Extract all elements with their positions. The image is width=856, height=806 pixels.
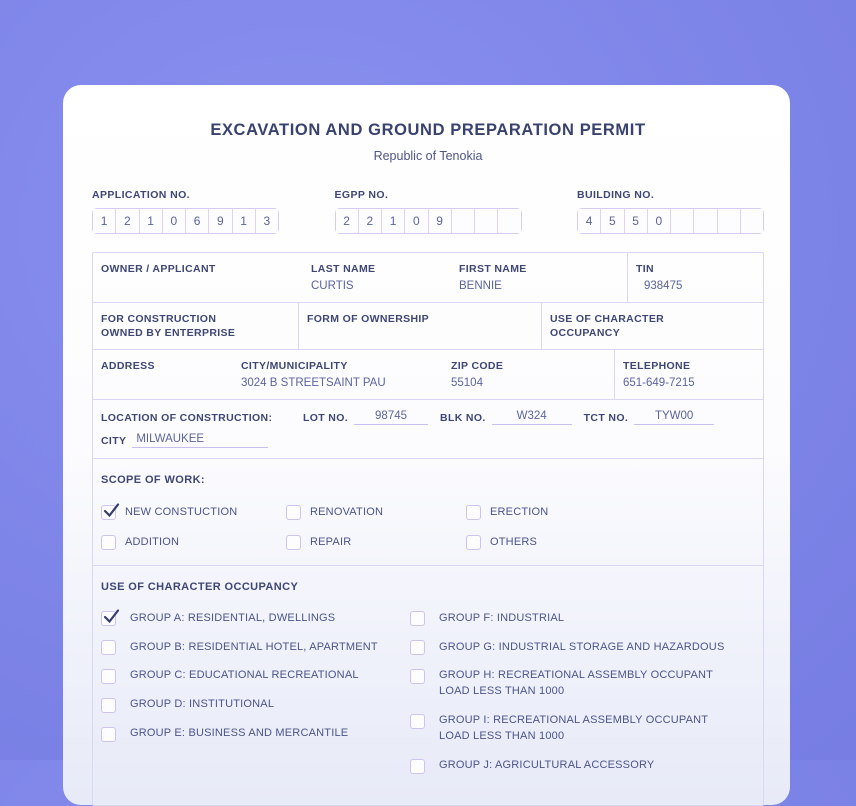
lot-no-field[interactable]: 98745 xyxy=(354,410,428,425)
tct-no-label: TCT NO. xyxy=(583,411,629,424)
digit-cell[interactable]: 4 xyxy=(578,209,600,233)
tct-no-pair xyxy=(584,411,714,427)
address-row xyxy=(93,349,763,399)
checkbox-icon[interactable] xyxy=(466,505,481,520)
digit-cell[interactable]: 2 xyxy=(358,209,381,233)
checkbox-option-addition[interactable] xyxy=(101,535,286,551)
digit-cell[interactable]: 0 xyxy=(162,209,185,233)
occupancy-left-column xyxy=(101,611,410,775)
building-no-cells xyxy=(577,208,764,234)
digit-cell[interactable]: 2 xyxy=(336,209,358,233)
zip-code-block xyxy=(451,359,604,391)
checkbox-icon[interactable] xyxy=(101,505,116,520)
use-of-character-label: USE OF CHARACTER OCCUPANCY xyxy=(550,313,665,340)
checkbox-option-renovation[interactable] xyxy=(286,505,466,521)
number-fields-row xyxy=(92,189,764,234)
checkbox-option-erection[interactable] xyxy=(466,505,753,521)
last-name-block xyxy=(311,262,459,294)
checkbox-icon[interactable] xyxy=(410,669,425,684)
tct-no-field[interactable]: TYW00 xyxy=(634,410,714,425)
checkbox-icon[interactable] xyxy=(286,505,301,520)
checkbox-icon[interactable] xyxy=(101,535,116,550)
checkbox-option-group-h[interactable] xyxy=(410,668,753,700)
checkbox-option-group-i[interactable] xyxy=(410,713,753,745)
building-no-label: BUILDING NO. xyxy=(577,189,655,201)
occupancy-section xyxy=(93,565,763,805)
blk-no-label: BLK NO. xyxy=(440,411,486,424)
checkbox-label: ADDITION xyxy=(125,535,180,548)
owner-label: OWNER / APPLICANT xyxy=(101,263,216,275)
digit-cell[interactable]: 1 xyxy=(381,209,404,233)
checkbox-option-group-e[interactable] xyxy=(101,726,410,742)
digit-cell[interactable]: 5 xyxy=(624,209,647,233)
first-name-field[interactable]: BENNIE xyxy=(459,280,502,293)
digit-cell[interactable] xyxy=(451,209,474,233)
last-name-label: LAST NAME xyxy=(311,263,376,275)
digit-cell[interactable]: 6 xyxy=(185,209,208,233)
application-no-group xyxy=(92,189,279,234)
location-line-1 xyxy=(101,411,753,427)
construction-owned-label: FOR CONSTRUCTION OWNED BY ENTERPRISE xyxy=(101,313,236,340)
checkbox-label: GROUP G: INDUSTRIAL STORAGE AND HAZARDOUS xyxy=(439,640,725,653)
location-row xyxy=(93,399,763,458)
address-label: ADDRESS xyxy=(101,359,155,372)
checkbox-label: GROUP B: RESIDENTIAL HOTEL, APARTMENT xyxy=(130,640,378,653)
form-of-ownership-cell[interactable] xyxy=(298,303,541,348)
address-main-cell xyxy=(93,350,614,399)
checkbox-icon[interactable] xyxy=(101,698,116,713)
checkbox-icon[interactable] xyxy=(410,611,425,626)
building-no-group xyxy=(577,189,764,234)
page-subtitle: Republic of Tenokia xyxy=(373,149,483,163)
occupancy-columns xyxy=(101,611,753,775)
checkbox-icon[interactable] xyxy=(410,759,425,774)
checkbox-label: GROUP F: INDUSTRIAL xyxy=(439,611,565,624)
occupancy-right-column xyxy=(410,611,753,775)
checkbox-option-group-d[interactable] xyxy=(101,697,410,713)
checkbox-icon[interactable] xyxy=(101,669,116,684)
checkbox-label: GROUP D: INSTITUTIONAL xyxy=(130,698,275,711)
digit-cell[interactable]: 5 xyxy=(600,209,623,233)
last-name-field[interactable]: CURTIS xyxy=(311,280,354,293)
tin-field[interactable]: 938475 xyxy=(644,280,683,293)
check-icon xyxy=(103,607,120,626)
city-municipality-block xyxy=(241,359,451,391)
checkbox-icon[interactable] xyxy=(410,640,425,655)
form-table xyxy=(92,252,764,806)
digit-cell[interactable] xyxy=(740,209,763,233)
digit-cell[interactable] xyxy=(693,209,716,233)
city-pair xyxy=(101,434,268,450)
application-no-label: APPLICATION NO. xyxy=(92,189,190,201)
digit-cell[interactable] xyxy=(474,209,497,233)
application-no-cells xyxy=(92,208,279,234)
checkbox-option-group-a[interactable] xyxy=(101,611,410,627)
checkbox-option-group-j[interactable] xyxy=(410,758,753,774)
digit-cell[interactable]: 2 xyxy=(115,209,138,233)
checkbox-label: REPAIR xyxy=(310,535,352,548)
scope-of-work-title: SCOPE OF WORK: xyxy=(101,473,205,486)
city-municipality-label: CITY/MUNICIPALITY xyxy=(241,359,348,372)
location-line-2 xyxy=(101,434,753,450)
digit-cell[interactable]: 9 xyxy=(428,209,451,233)
checkbox-label: OTHERS xyxy=(490,535,538,548)
checkbox-label: GROUP I: RECREATIONAL ASSEMBLY OCCUPANT LOAD LESS THAN 1000 xyxy=(439,714,709,743)
occupancy-title: USE OF CHARACTER OCCUPANCY xyxy=(101,580,299,593)
telephone-block xyxy=(614,350,763,399)
first-name-label: FIRST NAME xyxy=(459,263,527,275)
egpp-no-group xyxy=(335,189,522,234)
lot-no-label: LOT NO. xyxy=(303,411,349,424)
tin-block xyxy=(627,253,763,302)
checkbox-icon[interactable] xyxy=(466,535,481,550)
digit-cell[interactable] xyxy=(717,209,740,233)
checkbox-label: RENOVATION xyxy=(310,505,384,518)
checkbox-icon[interactable] xyxy=(101,640,116,655)
checkbox-label: GROUP E: BUSINESS AND MERCANTILE xyxy=(130,727,349,740)
digit-cell[interactable]: 1 xyxy=(93,209,115,233)
zip-code-label: ZIP CODE xyxy=(451,359,504,372)
check-icon xyxy=(103,501,120,520)
checkbox-option-new-construction[interactable] xyxy=(101,505,286,521)
owner-main-cell xyxy=(93,253,627,302)
checkbox-option-group-c[interactable] xyxy=(101,668,410,684)
checkbox-label: GROUP A: RESIDENTIAL, DWELLINGS xyxy=(130,611,336,624)
digit-cell[interactable]: 0 xyxy=(647,209,670,233)
city-label: CITY xyxy=(101,434,127,447)
digit-cell[interactable] xyxy=(497,209,520,233)
digit-cell[interactable]: 9 xyxy=(208,209,231,233)
form-of-ownership-label: FORM OF OWNERSHIP xyxy=(307,313,430,326)
use-of-character-cell[interactable] xyxy=(541,303,763,348)
construction-owned-cell[interactable] xyxy=(93,303,298,348)
egpp-no-cells xyxy=(335,208,522,234)
checkbox-icon[interactable] xyxy=(410,714,425,729)
checkbox-icon[interactable] xyxy=(101,611,116,626)
digit-cell[interactable]: 1 xyxy=(232,209,255,233)
digit-cell[interactable]: 0 xyxy=(404,209,427,233)
checkbox-label: GROUP J: AGRICULTURAL ACCESSORY xyxy=(439,759,655,772)
city-field[interactable]: MILWAUKEE xyxy=(132,433,268,448)
digit-cell[interactable]: 1 xyxy=(139,209,162,233)
tin-label: TIN xyxy=(636,263,654,275)
scope-of-work-section xyxy=(93,458,763,565)
checkbox-icon[interactable] xyxy=(101,727,116,742)
checkbox-label: NEW CONSTUCTION xyxy=(125,505,238,518)
page-title: EXCAVATION AND GROUND PREPARATION PERMIT xyxy=(210,121,646,139)
scope-options-grid xyxy=(101,505,753,551)
checkbox-option-repair[interactable] xyxy=(286,535,466,551)
checkbox-label: GROUP C: EDUCATIONAL RECREATIONAL xyxy=(130,669,359,682)
owner-row xyxy=(93,253,763,302)
lot-no-pair xyxy=(303,411,428,427)
permit-form-card xyxy=(63,85,790,805)
telephone-label: TELEPHONE xyxy=(623,359,691,372)
checkbox-icon[interactable] xyxy=(286,535,301,550)
checkbox-option-group-g[interactable] xyxy=(410,640,753,656)
checkbox-option-others[interactable] xyxy=(466,535,753,551)
zip-code-field[interactable]: 55104 xyxy=(451,376,483,389)
digit-cell[interactable] xyxy=(670,209,693,233)
checkbox-label: ERECTION xyxy=(490,505,549,518)
location-label: LOCATION OF CONSTRUCTION: xyxy=(101,411,273,424)
blk-no-pair xyxy=(440,411,572,427)
enterprise-row xyxy=(93,302,763,348)
egpp-no-label: EGPP NO. xyxy=(334,189,389,201)
checkbox-label: GROUP H: RECREATIONAL ASSEMBLY OCCUPANT LOAD LESS THAN 1000 xyxy=(439,669,713,698)
city-municipality-field[interactable]: 3024 B STREETSAINT PAU xyxy=(241,376,386,389)
checkbox-option-group-f[interactable] xyxy=(410,611,753,627)
checkbox-option-group-b[interactable] xyxy=(101,640,410,656)
blk-no-field[interactable]: W324 xyxy=(492,410,572,425)
first-name-block xyxy=(459,262,617,294)
digit-cell[interactable]: 3 xyxy=(255,209,278,233)
telephone-field[interactable]: 651-649-7215 xyxy=(623,376,695,389)
